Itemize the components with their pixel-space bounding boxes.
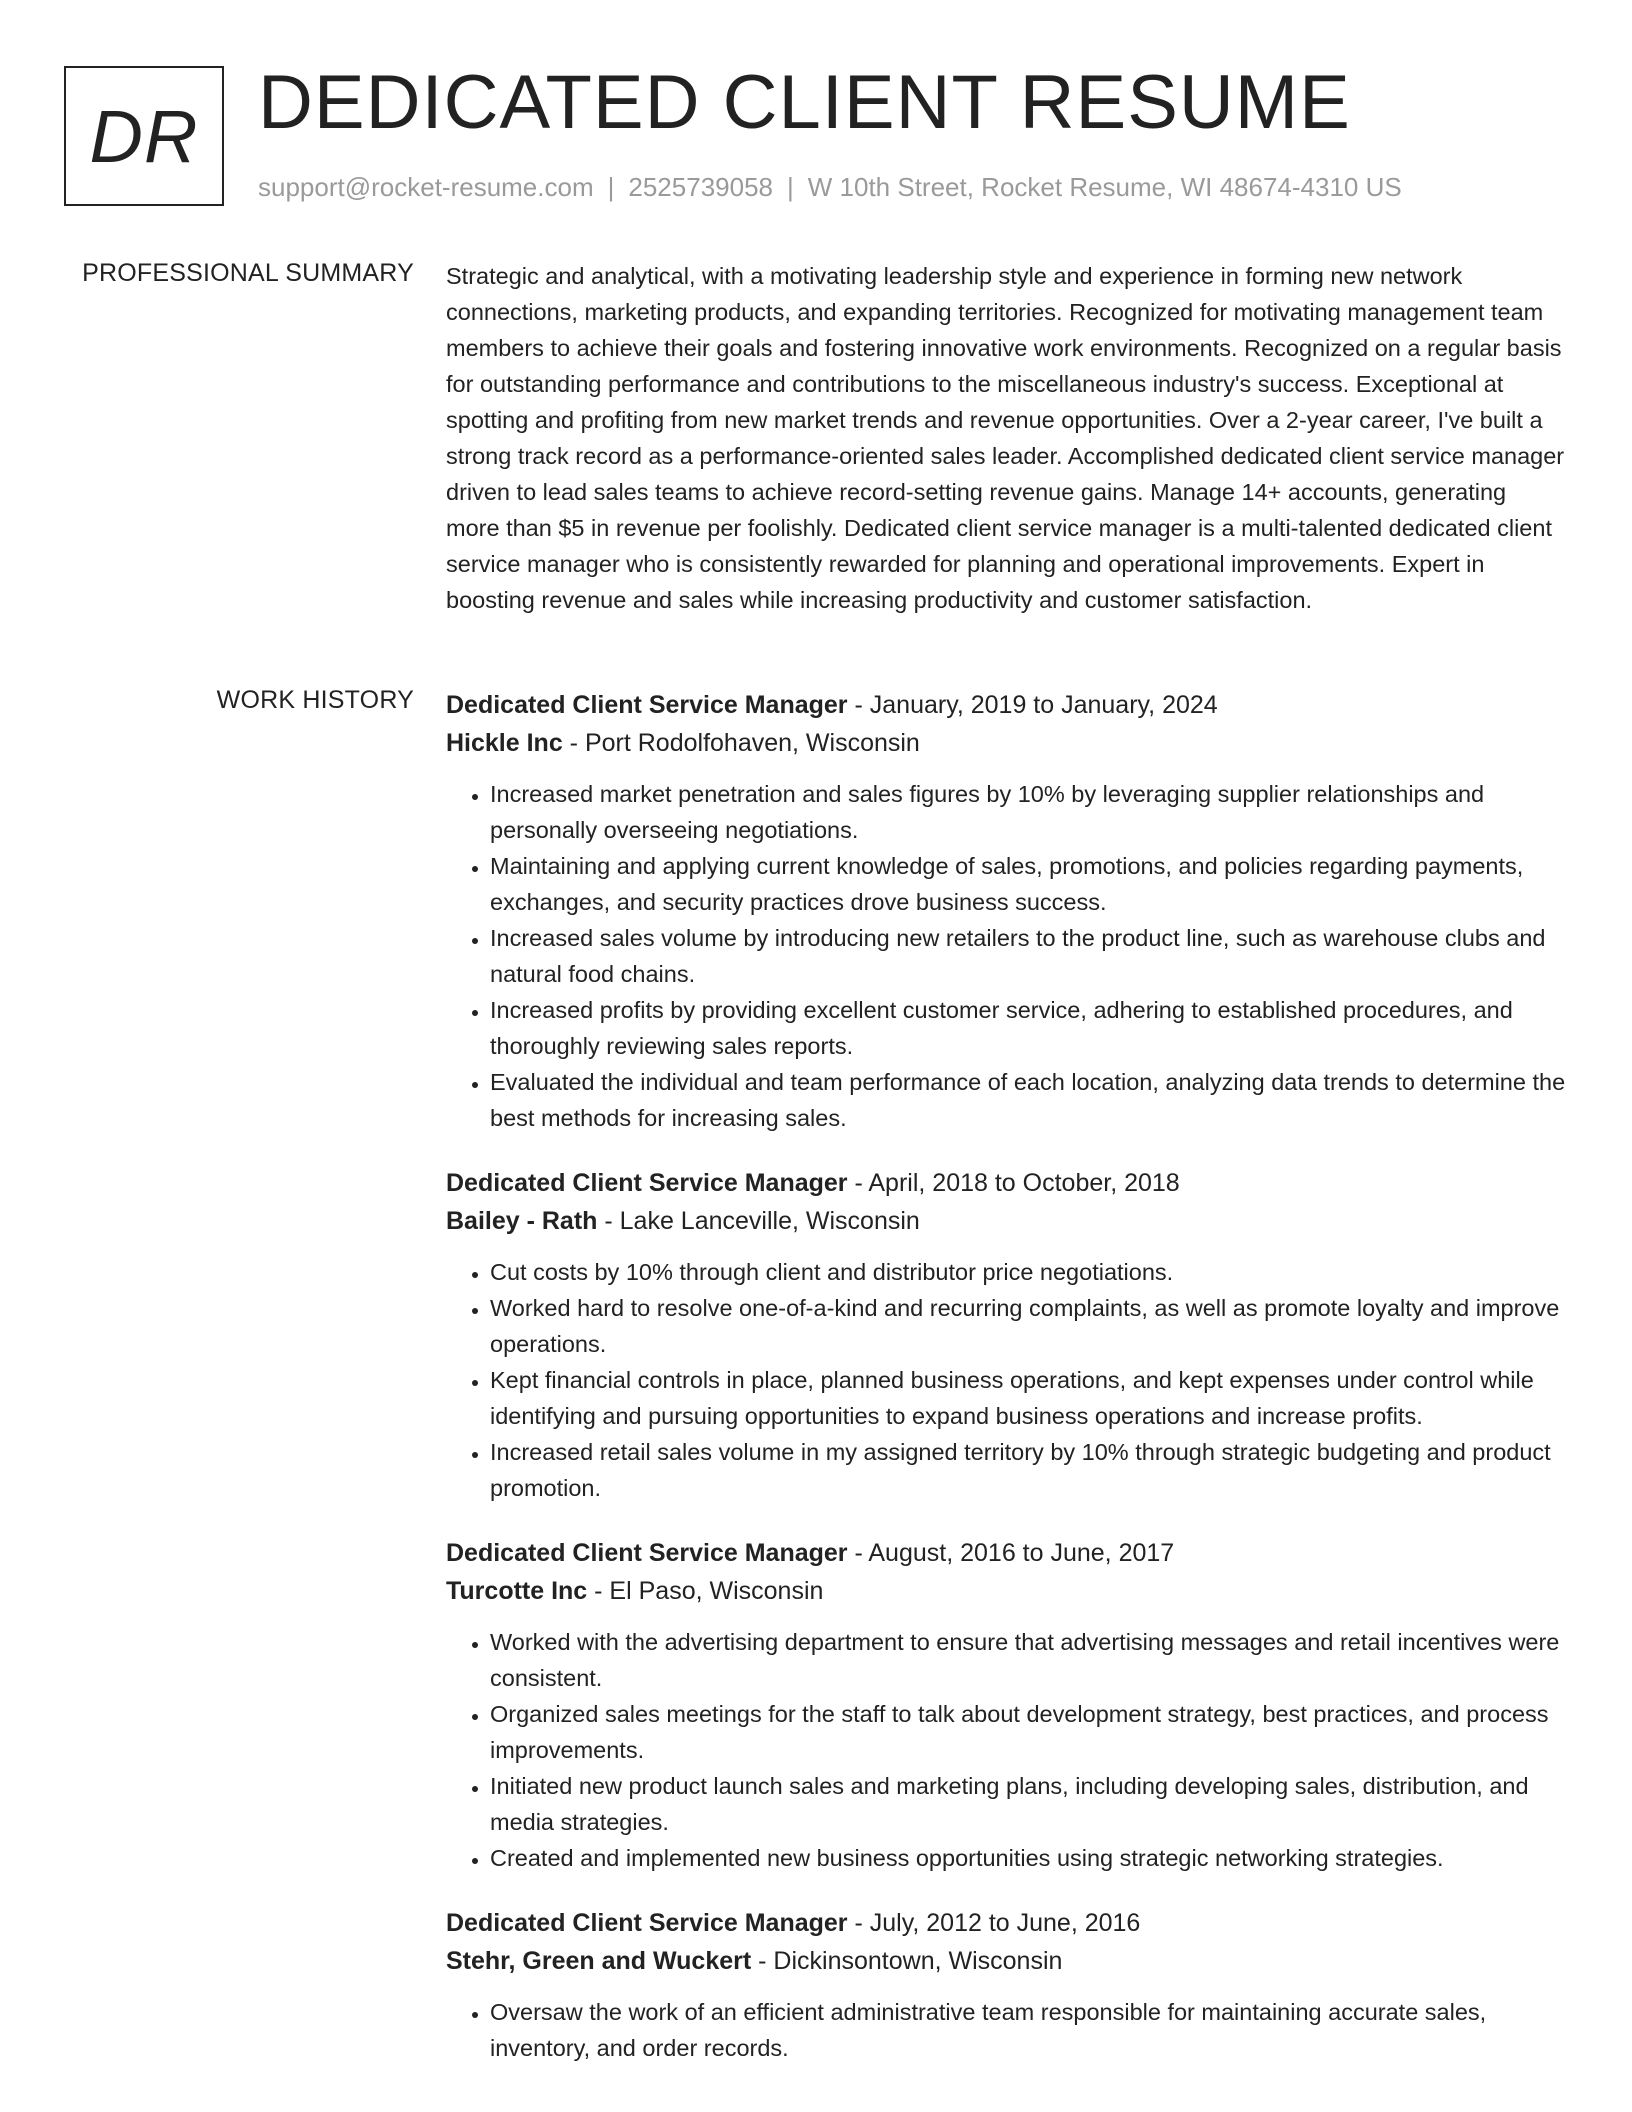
job-bullet: • Created and implemented new business opportunities using strategic networking strategies. — [490, 1840, 1566, 1876]
job-entry — [446, 1534, 1566, 1876]
job-title: Dedicated Client Service Manager — [446, 1169, 848, 1197]
job-company: Hickle Inc — [446, 729, 563, 757]
job-entry — [446, 1904, 1566, 2066]
job-bullet: • Initiated new product launch sales and marketing plans, including developing sales, distribution, and media strategies. — [490, 1768, 1566, 1840]
work-history-heading: WORK HISTORY — [216, 686, 414, 714]
job-entry — [446, 686, 1566, 1136]
summary-heading: PROFESSIONAL SUMMARY — [82, 259, 414, 287]
job-title: Dedicated Client Service Manager — [446, 1909, 848, 1937]
job-company: Bailey - Rath — [446, 1207, 598, 1235]
job-location: - Lake Lanceville, Wisconsin — [597, 1207, 920, 1235]
job-bullet: • Cut costs by 10% through client and distributor price negotiations. — [490, 1254, 1566, 1290]
contact-phone: 2525739058 — [628, 172, 773, 202]
contact-separator: | — [787, 172, 794, 202]
contact-separator: | — [607, 172, 615, 202]
job-bullet: • Worked hard to resolve one-of-a-kind and recurring complaints, as well as promote loyalty and improve operations. — [490, 1290, 1566, 1362]
contact-address: W 10th Street, Rocket Resume, WI 48674-4310 US — [807, 172, 1402, 202]
work-history-section — [446, 686, 1566, 2094]
monogram-text: DR — [89, 94, 199, 178]
job-company-line — [446, 1202, 1566, 1240]
summary-text: Strategic and analytical, with a motivating leadership style and experience in forming new network connections, marketing products, and expanding territories. Recognized for motivating management team members to achieve their goals and fostering innovative work environments. Recognized on a regular basis for outstanding performance and contributions to the miscellaneous industry's success. Exceptional at spotting and profiting from new market trends and revenue opportunities. Over a 2-year career, I've built a strong track record as a performance-oriented sales leader. Accomplished dedicated client service manager driven to lead sales teams to achieve record-setting revenue gains. Manage 14+ accounts, generating more than $5 in revenue per foolishly. Dedicated client service manager is a multi-talented dedicated client service manager who is consistently rewarded for planning and operational improvements. Expert in boosting revenue and sales while increasing productivity and customer satisfaction. — [446, 263, 1565, 613]
job-entry — [446, 1164, 1566, 1506]
job-bullets — [446, 776, 1566, 1136]
job-bullet: • Kept financial controls in place, planned business operations, and kept expenses under control while identifying and pursuing opportunities to expand business operations and increase profits. — [490, 1362, 1566, 1434]
job-location: - Port Rodolfohaven, Wisconsin — [562, 729, 920, 757]
contact-email: support@rocket-resume.com — [258, 172, 594, 202]
job-title: Dedicated Client Service Manager — [446, 691, 848, 719]
job-title-line — [446, 1534, 1566, 1572]
job-title-line — [446, 686, 1566, 724]
job-bullet: • Increased sales volume by introducing new retailers to the product line, such as warehouse clubs and natural food chains. — [490, 920, 1566, 992]
job-bullets — [446, 1254, 1566, 1506]
job-bullet: • Worked with the advertising department to ensure that advertising messages and retail incentives were consistent. — [490, 1624, 1566, 1696]
job-company-line — [446, 1572, 1566, 1610]
job-company-line — [446, 1942, 1566, 1980]
job-location: - Dickinsontown, Wisconsin — [751, 1947, 1063, 1975]
job-title-line — [446, 1164, 1566, 1202]
contact-line — [258, 172, 1402, 203]
job-company: Stehr, Green and Wuckert — [446, 1947, 752, 1975]
job-dates: - January, 2019 to January, 2024 — [847, 691, 1218, 719]
job-company-line — [446, 724, 1566, 762]
job-location: - El Paso, Wisconsin — [587, 1577, 824, 1605]
job-title: Dedicated Client Service Manager — [446, 1539, 848, 1567]
job-bullet: • Organized sales meetings for the staff to talk about development strategy, best practices, and process improvements. — [490, 1696, 1566, 1768]
job-bullet: • Maintaining and applying current knowledge of sales, promotions, and policies regarding payments, exchanges, and security practices drove business success. — [490, 848, 1566, 920]
job-company: Turcotte Inc — [446, 1577, 588, 1605]
job-title-line — [446, 1904, 1566, 1942]
job-bullet: • Increased market penetration and sales figures by 10% by leveraging supplier relationships and personally overseeing negotiations. — [490, 776, 1566, 848]
job-bullets — [446, 1994, 1566, 2066]
summary-section — [446, 258, 1566, 618]
job-dates: - July, 2012 to June, 2016 — [847, 1909, 1141, 1937]
job-dates: - April, 2018 to October, 2018 — [847, 1169, 1180, 1197]
job-bullet: • Increased profits by providing excellent customer service, adhering to established procedures, and thoroughly reviewing sales reports. — [490, 992, 1566, 1064]
job-bullets — [446, 1624, 1566, 1876]
job-dates: - August, 2016 to June, 2017 — [847, 1539, 1175, 1567]
resume-title: DEDICATED CLIENT RESUME — [258, 60, 1351, 145]
job-bullet: • Increased retail sales volume in my assigned territory by 10% through strategic budgeting and product promotion. — [490, 1434, 1566, 1506]
monogram-logo — [64, 66, 224, 206]
job-bullet: • Evaluated the individual and team performance of each location, analyzing data trends to determine the best methods for increasing sales. — [490, 1064, 1566, 1136]
job-bullet: • Oversaw the work of an efficient administrative team responsible for maintaining accurate sales, inventory, and order records. — [490, 1994, 1566, 2066]
